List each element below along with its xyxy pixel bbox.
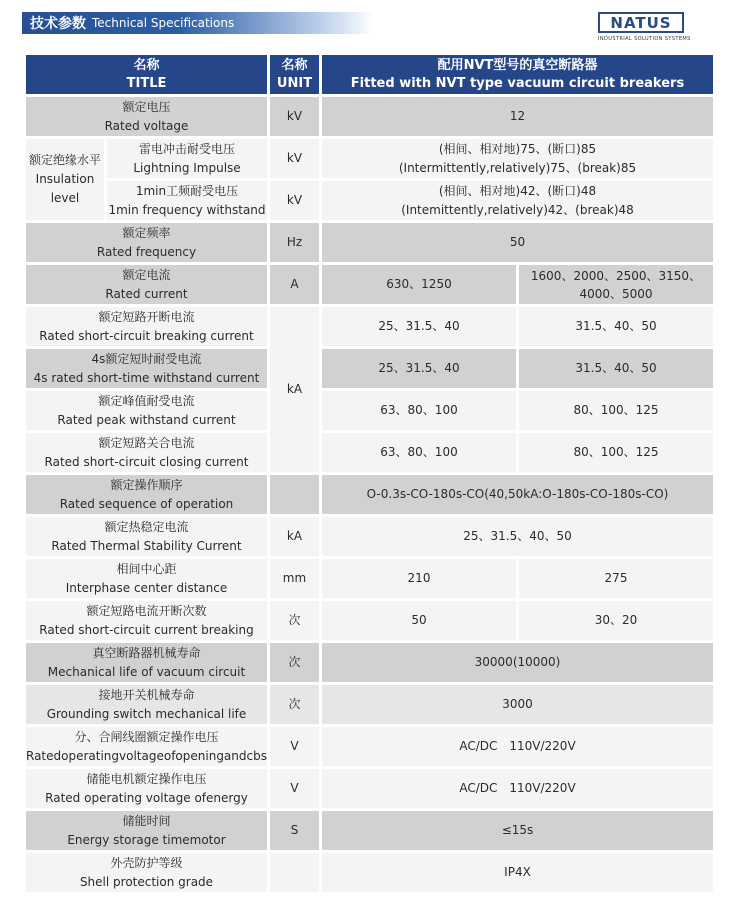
power-frequency-value: (相间、相对地)42、(断口)48 (Intemittently,relatively)42、(break)48 <box>322 181 713 220</box>
mechanical-life-unit: 次 <box>270 643 319 682</box>
interphase-distance-title: 相间中心距 Interphase center distance <box>26 559 267 598</box>
coil-voltage-unit: V <box>270 727 319 766</box>
section-title-banner <box>22 12 374 34</box>
ka-group-unit: kA <box>270 307 319 472</box>
storage-time-title: 储能时间 Energy storage timemotor <box>26 811 267 850</box>
rated-frequency-title: 额定频率 Rated frequency <box>26 223 267 262</box>
closing-current-title: 额定短路关合电流 Rated short-circuit closing current <box>26 433 267 472</box>
insulation-group-title: 额定绝缘水平 Insulation level <box>26 139 104 220</box>
thermal-stability-title: 额定热稳定电流 Rated Thermal Stability Current <box>26 517 267 556</box>
peak-withstand-title: 额定峰值耐受电流 Rated peak withstand current <box>26 391 267 430</box>
closing-current-value-a: 63、80、100 <box>322 433 516 472</box>
peak-withstand-value-b: 80、100、125 <box>519 391 713 430</box>
breaking-times-value-b: 30、20 <box>519 601 713 640</box>
breaking-times-unit: 次 <box>270 601 319 640</box>
interphase-distance-unit: mm <box>270 559 319 598</box>
section-title-en: Technical Specifications <box>92 16 235 30</box>
grounding-life-unit: 次 <box>270 685 319 724</box>
breaking-current-value-a: 25、31.5、40 <box>322 307 516 346</box>
operation-sequence-unit <box>270 475 319 514</box>
breaking-times-value-a: 50 <box>322 601 516 640</box>
peak-withstand-value-a: 63、80、100 <box>322 391 516 430</box>
rated-frequency-value: 50 <box>322 223 713 262</box>
rated-current-value-b: 1600、2000、2500、3150、 4000、5000 <box>519 265 713 304</box>
short-time-withstand-value-b: 31.5、40、50 <box>519 349 713 388</box>
grounding-life-title: 接地开关机械寿命 Grounding switch mechanical life <box>26 685 267 724</box>
motor-voltage-value: AC/DC 110V/220V <box>322 769 713 808</box>
company-logo <box>598 12 718 48</box>
protection-grade-title: 外壳防护等级 Shell protection grade <box>26 853 267 892</box>
mechanical-life-title: 真空断路器机械寿命 Mechanical life of vacuum circuit <box>26 643 267 682</box>
thermal-stability-unit: kA <box>270 517 319 556</box>
storage-time-value: ≤15s <box>322 811 713 850</box>
protection-grade-value: IP4X <box>322 853 713 892</box>
breaking-current-value-b: 31.5、40、50 <box>519 307 713 346</box>
coil-voltage-title: 分、合闸线圈额定操作电压 Ratedoperatingvoltageofopeningandcbs <box>26 727 267 766</box>
breaking-times-title: 额定短路电流开断次数 Rated short-circuit current breaking <box>26 601 267 640</box>
rated-current-value-a: 630、1250 <box>322 265 516 304</box>
closing-current-value-b: 80、100、125 <box>519 433 713 472</box>
operation-sequence-value: O-0.3s-CO-180s-CO(40,50kA:O-180s-CO-180s-CO) <box>322 475 713 514</box>
rated-voltage-value: 12 <box>322 97 713 136</box>
rated-voltage-title: 额定电压 Rated voltage <box>26 97 267 136</box>
logo-wordmark: NATUS <box>598 12 684 33</box>
section-title-zh: 技术参数 <box>30 16 86 32</box>
motor-voltage-title: 储能电机额定操作电压 Rated operating voltage ofenergy <box>26 769 267 808</box>
grounding-life-value: 3000 <box>322 685 713 724</box>
storage-time-unit: S <box>270 811 319 850</box>
lightning-impulse-title: 雷电冲击耐受电压 Lightning Impulse <box>107 139 267 178</box>
short-time-withstand-value-a: 25、31.5、40 <box>322 349 516 388</box>
rated-current-title: 额定电流 Rated current <box>26 265 267 304</box>
breaking-current-title: 额定短路开断电流 Rated short-circuit breaking current <box>26 307 267 346</box>
short-time-withstand-title: 4s额定短时耐受电流 4s rated short-time withstand current <box>26 349 267 388</box>
header-title-cell: 名称 TITLE <box>26 55 267 94</box>
power-frequency-title: 1min工频耐受电压 1min frequency withstand <box>107 181 267 220</box>
operation-sequence-title: 额定操作顺序 Rated sequence of operation <box>26 475 267 514</box>
header-value-cell: 配用NVT型号的真空断路器 Fitted with NVT type vacuum circuit breakers <box>322 55 713 94</box>
power-frequency-unit: kV <box>270 181 319 220</box>
protection-grade-unit <box>270 853 319 892</box>
mechanical-life-value: 30000(10000) <box>322 643 713 682</box>
rated-current-unit: A <box>270 265 319 304</box>
lightning-impulse-unit: kV <box>270 139 319 178</box>
interphase-distance-value-a: 210 <box>322 559 516 598</box>
motor-voltage-unit: V <box>270 769 319 808</box>
lightning-impulse-value: (相间、相对地)75、(断口)85 (Intermittently,relatively)75、(break)85 <box>322 139 713 178</box>
interphase-distance-value-b: 275 <box>519 559 713 598</box>
logo-subtitle: INDUSTRIAL SOLUTION SYSTEMS <box>598 36 691 42</box>
coil-voltage-value: AC/DC 110V/220V <box>322 727 713 766</box>
header-unit-cell: 名称 UNIT <box>270 55 319 94</box>
thermal-stability-value: 25、31.5、40、50 <box>322 517 713 556</box>
rated-frequency-unit: Hz <box>270 223 319 262</box>
rated-voltage-unit: kV <box>270 97 319 136</box>
